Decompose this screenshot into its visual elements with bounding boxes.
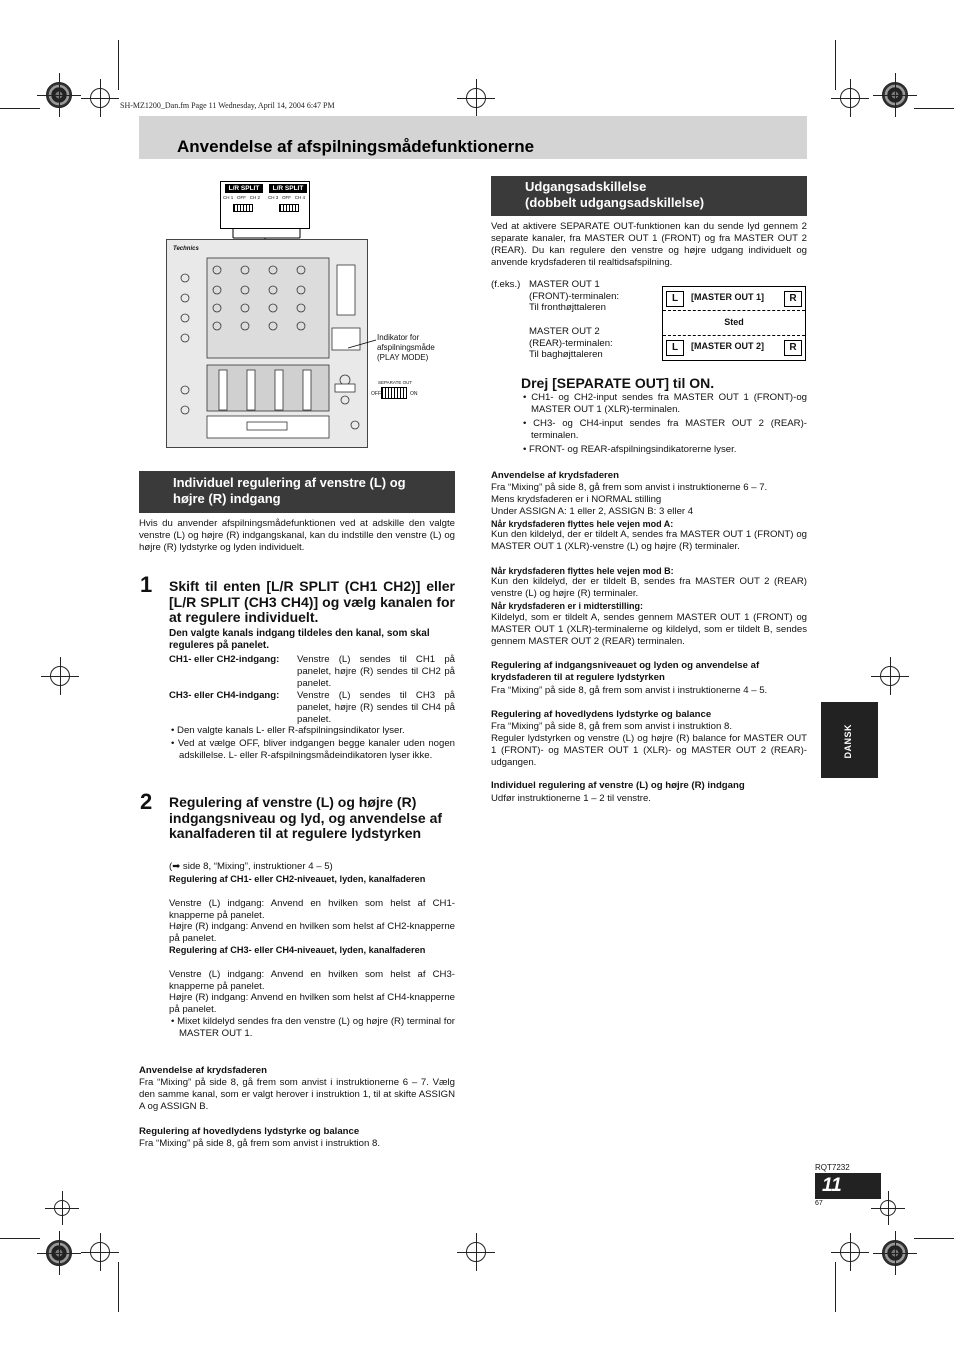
ch34-text: Venstre (L) sendes til CH3 på panelet, højre (R) sendes til CH4 på panelet. bbox=[297, 690, 455, 725]
switch-labels-left: CH 1 OFF CH 2 bbox=[223, 195, 261, 200]
on-label: ON bbox=[410, 391, 418, 397]
split-switch-right bbox=[279, 204, 299, 212]
mid-title: Når krydsfaderen er i midterstilling: bbox=[491, 601, 644, 611]
left-cross-text: Fra “Mixing” på side 8, gå frem som anvist i instruktionerne 6 – 7. Vælg den samme kanal, som er valgt herover i instruktion 1, til at skifte ASSIGN A og ASSIGN B. bbox=[139, 1077, 455, 1112]
ch12-label: CH1- eller CH2-indgang: bbox=[169, 654, 280, 665]
indicator-label: Indikator for afspilningsmåde (PLAY MODE) bbox=[377, 333, 435, 362]
right-main-volume-title: Regulering af hovedlydens lydstyrke og balance bbox=[491, 709, 712, 720]
right-main-volume-line1: Fra “Mixing” på side 8, gå frem som anvist i instruktion 8. bbox=[491, 721, 732, 732]
mo1-right-box: R bbox=[784, 291, 802, 307]
separate-out-label: SEPARATE OUT bbox=[378, 380, 413, 385]
small-page-number: 67 bbox=[815, 1200, 823, 1207]
step2-title: Regulering af venstre (L) og højre (R) indgangsniveau og lyd, og anvendelse af kanalfaderen til at regulere lydstyrken bbox=[169, 794, 443, 841]
left-intro: Hvis du anvender afspilningsmådefunktionen ved at adskille den valgte venstre (L) og højre (R) indgangskanal, kan du indstille den venstre (L) og højre (R) lydstyrke og lyden individuelt. bbox=[139, 518, 455, 553]
registration-mark-top-center bbox=[466, 88, 486, 108]
mid-text: Kildelyd, som er tildelt A, sendes gennem MASTER OUT 1 (FRONT) og MASTER OUT 1 (XLR)-terminalerne og kildelyd, som er tildelt B, sendes gennem MASTER OUT 2 (REAR) terminalen. bbox=[491, 612, 807, 647]
registration-mark-top-left bbox=[90, 88, 110, 108]
language-tab bbox=[821, 702, 878, 778]
mo1-line3: Til fronthøjttaleren bbox=[529, 302, 606, 313]
crop-line bbox=[835, 1262, 836, 1312]
right-section-heading bbox=[491, 176, 807, 216]
mo2-table-label: [MASTER OUT 2] bbox=[691, 341, 764, 351]
move-a-title: Når krydsfaderen flyttes hele vejen mod A: bbox=[491, 519, 674, 529]
reg12-left: Venstre (L) indgang: Anvend en hvilken som helst af CH1-knapperne på panelet. bbox=[169, 898, 455, 921]
reg12-right: Højre (R) indgang: Anvend en hvilken som helst af CH2-knapperne på panelet. bbox=[169, 921, 455, 944]
mo2-line2: (REAR)-terminalen: bbox=[529, 338, 613, 349]
speaker-placement-diagram bbox=[662, 286, 806, 361]
drej-bullet2: • CH3- og CH4-input sendes fra MASTER OUT 2 (REAR)-terminalen. bbox=[523, 418, 807, 441]
step2-bullet: • Mixet kildelyd sendes fra den venstre (L) og højre (R) terminal for MASTER OUT 1. bbox=[171, 1016, 455, 1039]
left-section-heading-line2: højre (R) indgang bbox=[173, 491, 281, 506]
page-number: 11 bbox=[822, 1175, 842, 1196]
indicator-pointer bbox=[348, 338, 378, 352]
registration-mark-bottom-right-outer bbox=[882, 1240, 908, 1266]
left-section-heading bbox=[139, 471, 455, 513]
registration-mark-top-right bbox=[840, 88, 860, 108]
left-section-heading-line1: Individuel regulering af venstre (L) og bbox=[173, 475, 406, 490]
ch34-label: CH3- eller CH4-indgang: bbox=[169, 690, 280, 701]
drej-title: Drej [SEPARATE OUT] til ON. bbox=[521, 375, 715, 391]
mo1-left-box: L bbox=[666, 291, 684, 307]
language-tab-label: DANSK bbox=[843, 724, 853, 759]
mo2-line1: MASTER OUT 2 bbox=[529, 326, 600, 337]
registration-mark-top-left-outer bbox=[46, 82, 72, 108]
mo2-line3: Til baghøjttaleren bbox=[529, 349, 603, 360]
split-label-left: L/R SPLIT bbox=[225, 184, 263, 193]
registration-mark-bottom-right-small bbox=[880, 1200, 896, 1216]
registration-mark-top-right-outer bbox=[882, 82, 908, 108]
right-main-volume-line2: Reguler lydstyrken og venstre (L) og højre (R) balance for MASTER OUT 1 (FRONT)- og MASTER OUT 1 (XLR)- og MASTER OUT 2 (REAR)-udgangen. bbox=[491, 733, 807, 768]
mo2-left-box: L bbox=[666, 340, 684, 356]
registration-mark-mid-left bbox=[50, 666, 70, 686]
split-switch-callout bbox=[220, 181, 310, 229]
step1-bullet2: • Ved at vælge OFF, bliver indgangen begge kanaler uden nogen adskillelse. L- eller R-afspilningsmådeindikatoren lyser ikke. bbox=[171, 738, 455, 761]
reg-input-text: Fra “Mixing” på side 8, gå frem som anvist i instruktionerne 4 – 5. bbox=[491, 685, 768, 696]
move-a-text: Kun den kildelyd, der er tildelt A, sendes fra MASTER OUT 1 (FRONT) og MASTER OUT 1 (XLR)-venstre (L) og højre (R) terminaler. bbox=[491, 529, 807, 552]
mixer-controls-graphic bbox=[167, 240, 367, 447]
brand-logo: Technics bbox=[173, 246, 199, 252]
reg12-title: Regulering af CH1- eller CH2-niveauet, lyden, kanalfaderen bbox=[169, 874, 426, 884]
drej-bullet3: • FRONT- og REAR-afspilningsindikatorerne lyser. bbox=[523, 444, 737, 455]
registration-mark-bottom-right bbox=[840, 1242, 860, 1262]
example-label: (f.eks.) bbox=[491, 279, 521, 290]
crop-line bbox=[0, 108, 40, 109]
right-cross-line2: Mens krydsfaderen er i NORMAL stilling bbox=[491, 494, 662, 505]
step1-subtitle: Den valgte kanals indgang tildeles den kanal, som skal reguleres på panelet. bbox=[169, 628, 430, 651]
reg34-right: Højre (R) indgang: Anvend en hvilken som helst af CH4-knapperne på panelet. bbox=[169, 992, 455, 1015]
mo1-table-label: [MASTER OUT 1] bbox=[691, 292, 764, 302]
right-cross-line1: Fra “Mixing” på side 8, gå frem som anvist i instruktionerne 6 – 7. bbox=[491, 482, 768, 493]
move-b-text: Kun den kildelyd, der er tildelt B, sendes fra MASTER OUT 2 (REAR) venstre (L) og højre (R) terminaler. bbox=[491, 576, 807, 599]
crop-line bbox=[0, 1238, 40, 1239]
left-main-volume-title: Regulering af hovedlydens lydstyrke og balance bbox=[139, 1126, 360, 1137]
step1-bullet1: • Den valgte kanals L- eller R-afspilningsindikator lyser. bbox=[171, 725, 405, 736]
page-number-box bbox=[815, 1173, 881, 1199]
right-intro: Ved at aktivere SEPARATE OUT-funktionen kan du sende lyd gennem 2 separate kanaler, fra MASTER OUT 1 (FRONT) og fra MASTER OUT 2 (REAR). Du kan regulere den venstre og højre udgang individuelt og anvende krydsfaderen til realtidsafspilning. bbox=[491, 221, 807, 268]
registration-mark-mid-right bbox=[880, 666, 900, 686]
step2-reference: (➡ side 8, “Mixing”, instruktioner 4 – 5) bbox=[169, 861, 333, 872]
switch-labels-right: CH 3 OFF CH 4 bbox=[268, 195, 306, 200]
crop-line bbox=[118, 1262, 119, 1312]
right-section-heading-line2: (dobbelt udgangsadskillelse) bbox=[525, 195, 705, 210]
file-info: SH-MZ1200_Dan.fm Page 11 Wednesday, April 14, 2004 6:47 PM bbox=[120, 101, 335, 110]
registration-mark-bottom-left-outer bbox=[46, 1240, 72, 1266]
sted-label: Sted bbox=[724, 317, 744, 327]
drej-bullet1: • CH1- og CH2-input sendes fra MASTER OUT 1 (FRONT)-og MASTER OUT 1 (XLR)-terminalen. bbox=[523, 392, 807, 415]
registration-mark-bottom-left-small bbox=[54, 1200, 70, 1216]
left-main-volume-text: Fra “Mixing” på side 8, gå frem som anvist i instruktion 8. bbox=[139, 1138, 380, 1149]
step1-number: 1 bbox=[140, 572, 153, 597]
mo2-right-box: R bbox=[784, 340, 802, 356]
right-cross-title: Anvendelse af krydsfaderen bbox=[491, 470, 619, 481]
ch12-text: Venstre (L) sendes til CH1 på panelet, højre (R) sendes til CH2 på panelet. bbox=[297, 654, 455, 689]
split-label-right: L/R SPLIT bbox=[269, 184, 307, 193]
table-divider-top bbox=[663, 310, 805, 311]
crop-line bbox=[118, 40, 119, 90]
table-divider-bottom bbox=[663, 335, 805, 336]
split-switch-left bbox=[233, 204, 253, 212]
reg34-left: Venstre (L) indgang: Anvend en hvilken som helst af CH3-knapperne på panelet. bbox=[169, 969, 455, 992]
individual-text: Udfør instruktionerne 1 – 2 til venstre. bbox=[491, 793, 651, 804]
right-cross-line3: Under ASSIGN A: 1 eller 2, ASSIGN B: 3 eller 4 bbox=[491, 506, 694, 517]
crop-line bbox=[914, 108, 954, 109]
title-bar bbox=[139, 116, 807, 159]
left-cross-title: Anvendelse af krydsfaderen bbox=[139, 1065, 267, 1076]
step2-number: 2 bbox=[140, 789, 153, 814]
step1-title: Skift til enten [L/R SPLIT (CH1 CH2)] eller [L/R SPLIT (CH3 CH4)] og vælg kanalen for at regulere individuelt. bbox=[169, 578, 455, 625]
registration-mark-bottom-center bbox=[466, 1242, 486, 1262]
reg34-title: Regulering af CH3- eller CH4-niveauet, lyden, kanalfaderen bbox=[169, 945, 426, 955]
crop-line bbox=[835, 40, 836, 90]
model-number: RQT7232 bbox=[815, 1163, 850, 1172]
right-section-heading-line1: Udgangsadskillelse bbox=[525, 179, 647, 194]
mo1-line2: (FRONT)-terminalen: bbox=[529, 291, 620, 302]
mixer-illustration bbox=[166, 239, 368, 448]
crop-line bbox=[914, 1238, 954, 1239]
individual-title: Individuel regulering af venstre (L) og højre (R) indgang bbox=[491, 780, 745, 791]
page-title: Anvendelse af afspilningsmådefunktionerne bbox=[177, 137, 535, 156]
move-b-title: Når krydsfaderen flyttes hele vejen mod B: bbox=[491, 566, 674, 576]
mo1-line1: MASTER OUT 1 bbox=[529, 279, 600, 290]
reg-input-title: Regulering af indgangsniveauet og lyden og anvendelse af krydsfaderen til at regulere lydstyrken bbox=[491, 660, 760, 683]
registration-mark-bottom-left bbox=[90, 1242, 110, 1262]
separate-out-switch bbox=[381, 387, 407, 399]
off-label: OFF bbox=[371, 391, 381, 397]
